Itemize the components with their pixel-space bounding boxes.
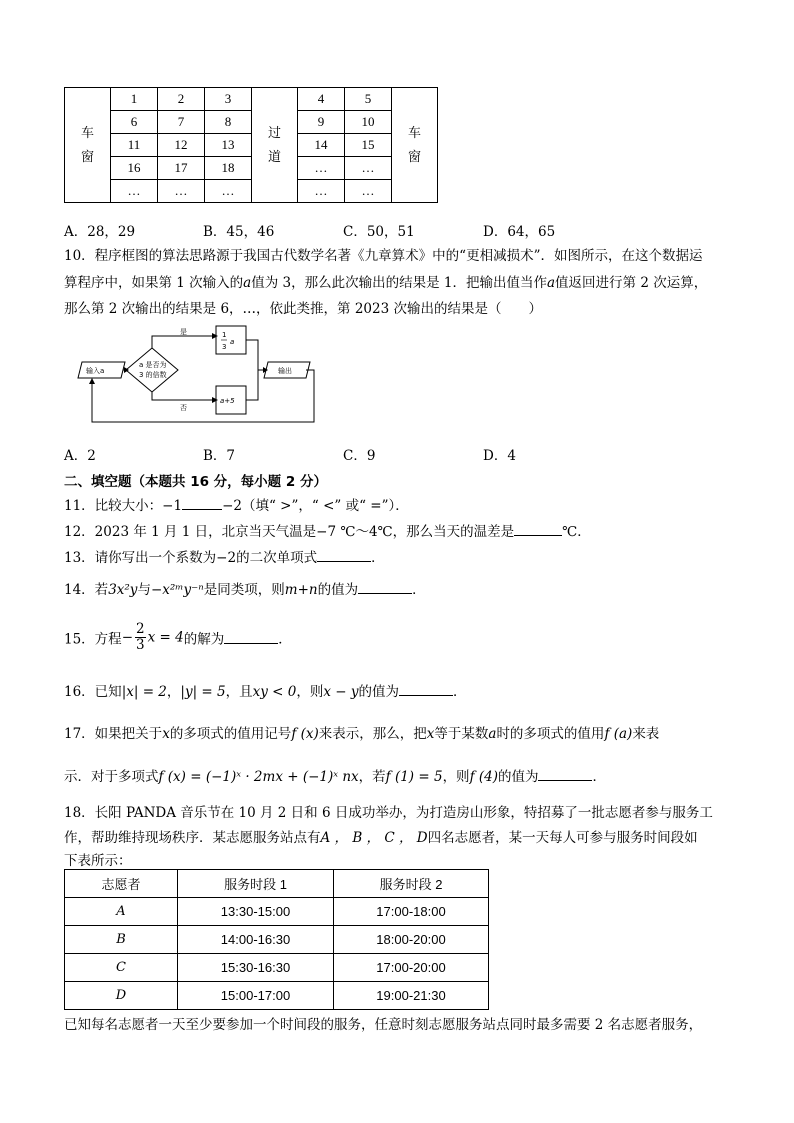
q12-post: ℃．	[562, 524, 591, 540]
q15-num: 2	[136, 621, 145, 637]
q9-option-c: C．50，51	[343, 224, 415, 240]
q10-flowchart	[70, 322, 320, 432]
q17-l1a: 17．如果把关于	[64, 726, 163, 742]
q13-pre: 13．请你写出一个系数为−2的二次单项式	[64, 550, 318, 566]
seat-cell: 15	[345, 134, 392, 157]
seat-cell: …	[298, 157, 345, 180]
q14-mid: 与	[137, 582, 151, 598]
seat-cell: …	[111, 180, 158, 203]
q16-pre: 16．已知	[64, 684, 122, 700]
q15-post: 的解为	[183, 631, 225, 648]
q10-option-d: D．4	[483, 448, 516, 464]
seat-table	[64, 87, 438, 203]
table-cell: 17:00-18:00	[334, 898, 489, 926]
q15-end: ．	[278, 631, 292, 648]
q11-post: −2（填“ >”，“ <” 或“ =”）．	[222, 498, 409, 514]
seat-cell: 11	[111, 134, 158, 157]
seat-cell: …	[158, 180, 205, 203]
q17-a: a	[488, 726, 497, 742]
q17-end: ．	[592, 769, 606, 785]
window-left-char2: 窗	[80, 149, 94, 164]
q17-l2b: ，若	[358, 769, 386, 785]
table-cell: C	[65, 954, 178, 982]
table-cell: 18:00-20:00	[334, 926, 489, 954]
q17-l1d: 等于某数	[434, 726, 489, 742]
seat-cell: …	[345, 180, 392, 203]
q17-ask: f (4)	[469, 769, 498, 785]
window-label-left	[65, 88, 111, 203]
flow-no: 否	[180, 404, 187, 412]
q17-x: x	[162, 726, 170, 742]
q16-c3: xy < 0	[252, 684, 297, 700]
q17-l1c: 来表示，那么，把	[318, 726, 427, 742]
q18-l2a: 作，帮助维持现场秩序．某志愿服务站点有	[64, 830, 321, 846]
aisle-char2: 道	[267, 149, 281, 164]
answer-blank[interactable]	[538, 768, 592, 781]
aisle-label	[252, 88, 298, 203]
seat-cell: 17	[158, 157, 205, 180]
q10-line-3: 那么第 2 次输出的结果是 6，…，依此类推，第 2023 次输出的结果是（ ）	[64, 301, 542, 317]
q15-pre: 15．方程	[64, 631, 122, 648]
q11-pre: 11．比较大小：−1	[64, 498, 183, 514]
q17-l2c: ，则	[442, 769, 470, 785]
q17-l1b: 的多项式的值用记号	[169, 726, 292, 742]
q9-option-b: B．45，46	[203, 224, 275, 240]
table-cell: 19:00-21:30	[334, 982, 489, 1010]
q10-option-a: A．2	[64, 448, 96, 464]
table-cell: 13:30-15:00	[178, 898, 334, 926]
window-left-char1: 车	[80, 125, 94, 140]
table-header-row	[65, 870, 489, 898]
seat-cell: 16	[111, 157, 158, 180]
q10-option-c: C．9	[343, 448, 376, 464]
seat-cell: 13	[205, 134, 252, 157]
answer-blank[interactable]	[399, 683, 453, 696]
seat-cell: 8	[205, 111, 252, 134]
answer-blank[interactable]	[358, 581, 412, 594]
decision-diamond	[126, 348, 178, 392]
q14-end: ．	[412, 582, 426, 598]
flow-frac-var: a	[230, 338, 235, 346]
section-2-title: 二、填空题（本题共 16 分，每小题 2 分）	[64, 474, 327, 490]
aisle-char1: 过	[267, 125, 281, 140]
q16-c1: |x| = 2	[121, 684, 167, 700]
q16-post: 的值为	[358, 684, 399, 700]
table-cell: 15:00-17:00	[178, 982, 334, 1010]
seat-cell: 12	[158, 134, 205, 157]
q16-expr: x − y	[323, 684, 359, 700]
table-row	[65, 926, 489, 954]
q14-post2: 的值为	[317, 582, 359, 598]
q17-poly: f (x) = (−1)ˣ · 2mx + (−1)ˣ nx	[158, 769, 359, 785]
answer-blank[interactable]	[224, 631, 278, 644]
table-header: 服务时段 2	[334, 870, 489, 898]
table-row	[65, 898, 489, 926]
table-row	[65, 982, 489, 1010]
flow-input-text: 输入a	[86, 367, 105, 375]
answer-blank[interactable]	[182, 497, 222, 510]
q15-minus: −	[121, 629, 133, 646]
q10-line-2: 算程序中，如果第 1 次输入的𝑎值为 3，那么此次输出的结果是 1．把输出值当作𝑎值返回进行第 2 次运算，	[64, 275, 708, 291]
table-cell: D	[65, 982, 178, 1010]
flow-frac-num: 1	[222, 331, 227, 339]
q11	[64, 494, 409, 514]
q18-line-2	[64, 826, 698, 846]
seat-cell: 18	[205, 157, 252, 180]
seat-cell: 9	[298, 111, 345, 134]
table-cell: 17:00-20:00	[334, 954, 489, 982]
seat-cell: 10	[345, 111, 392, 134]
q14-pre: 14．若	[64, 582, 109, 598]
q13	[64, 546, 385, 566]
seat-cell: 3	[205, 88, 252, 111]
seat-cell: 6	[111, 111, 158, 134]
q16-sep2: ，且	[225, 684, 253, 700]
q12-pre: 12．2023 年 1 月 1 日，北京当天气温是−7 ℃～4℃，那么当天的温差是	[64, 524, 515, 540]
seat-cell: 2	[158, 88, 205, 111]
seat-cell: …	[298, 180, 345, 203]
q17-l1e: 时的多项式的值用	[496, 726, 605, 742]
flow-decision-l2: 3 的倍数	[139, 371, 167, 379]
q16-c2: |y| = 5	[180, 684, 226, 700]
q14-expr: m+n	[284, 582, 318, 598]
table-cell: B	[65, 926, 178, 954]
q15-rest: x = 4	[147, 629, 184, 646]
flow-decision-l1: a 是否为	[139, 361, 167, 369]
q14-post1: 是同类项，则	[203, 582, 285, 598]
q14	[64, 578, 426, 598]
q17-line-1	[64, 722, 659, 742]
q18-line-3: 下表所示：	[64, 853, 132, 869]
volunteer-table	[64, 869, 489, 1010]
q18-names: A ， B ， C ， D	[320, 830, 428, 846]
flow-yes: 是	[180, 328, 187, 336]
flow-frac-den: 3	[222, 343, 227, 351]
q12	[64, 520, 591, 540]
table-cell: A	[65, 898, 178, 926]
seat-cell: …	[345, 157, 392, 180]
q16-sep3: ，则	[296, 684, 324, 700]
table-header: 志愿者	[65, 870, 178, 898]
q16-end: ．	[452, 684, 467, 700]
q17-l1f: 来表	[632, 726, 660, 742]
seat-cell: 14	[298, 134, 345, 157]
q18-l2b: 四名志愿者，某一天每人可参与服务时间段如	[427, 830, 698, 846]
q9-option-d: D．64，65	[483, 224, 556, 240]
q9-option-a: A．28，29	[64, 224, 136, 240]
flow-add: a+5	[220, 397, 235, 405]
q10-line-1: 10．程序框图的算法思路源于我国古代数学名著《九章算术》中的“更相减损术”．如图所示，在这个数据运	[64, 248, 703, 264]
q17-fa: f (a)	[604, 726, 633, 742]
seat-cell: 5	[345, 88, 392, 111]
q16	[64, 680, 466, 700]
answer-blank[interactable]	[317, 549, 371, 562]
answer-blank[interactable]	[514, 523, 562, 536]
q17-cond: f (1) = 5	[385, 769, 443, 785]
q15	[64, 622, 292, 653]
q15-fraction	[135, 622, 146, 653]
q13-post: ．	[371, 550, 385, 566]
window-right-char2: 窗	[407, 149, 421, 164]
q17-line-2	[64, 765, 606, 785]
q18-footer: 已知每名志愿者一天至少要参加一个时间段的服务，任意时刻志愿服务站点同时最多需要 2 名志愿者服务，	[64, 1017, 703, 1033]
q17-l2d: 的值为	[497, 769, 539, 785]
q15-den: 3	[136, 637, 145, 653]
seat-cell: 7	[158, 111, 205, 134]
table-row	[65, 954, 489, 982]
window-right-char1: 车	[407, 125, 421, 140]
q17-fx: f (x)	[291, 726, 319, 742]
seat-cell: …	[205, 180, 252, 203]
q18-line-1: 18．长阳 PANDA 音乐节在 10 月 2 日和 6 日成功举办，为打造房山形象，特招募了一批志愿者参与服务工	[64, 805, 713, 821]
table-header: 服务时段 1	[178, 870, 334, 898]
q14-term1: 3x²y	[108, 582, 138, 598]
flow-output-text: 输出	[278, 367, 292, 375]
seat-cell: 1	[111, 88, 158, 111]
q14-term2: −x²ᵐy⁻ⁿ	[150, 582, 204, 598]
q16-sep1: ，	[166, 684, 181, 700]
q17-x2: x	[426, 726, 435, 742]
table-cell: 15:30-16:30	[178, 954, 334, 982]
q17-l2a: 示．对于多项式	[64, 769, 159, 785]
table-cell: 14:00-16:30	[178, 926, 334, 954]
q10-option-b: B．7	[203, 448, 236, 464]
window-label-right	[392, 88, 438, 203]
seat-cell: 4	[298, 88, 345, 111]
